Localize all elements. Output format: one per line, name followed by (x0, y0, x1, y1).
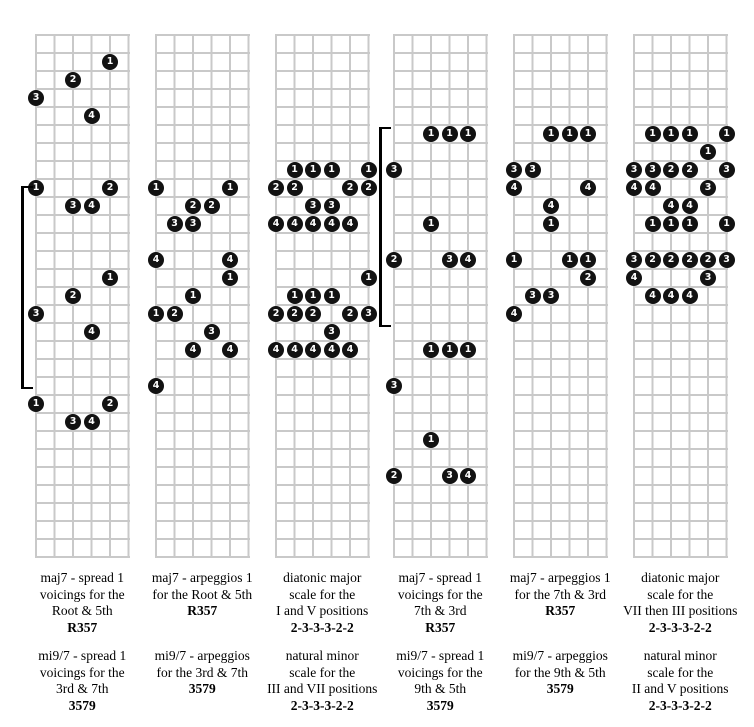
caption-line: diatonic major (283, 570, 362, 585)
finger-dot: 1 (580, 252, 596, 268)
finger-dot: 4 (626, 270, 642, 286)
caption-line: diatonic major (641, 570, 720, 585)
fretboard-grid-maj7-arpeggios-1-7th-3rd (510, 34, 608, 558)
finger-dot: 3 (626, 162, 642, 178)
finger-dot: 3 (386, 162, 402, 178)
finger-dot: 1 (700, 144, 716, 160)
finger-dot: 3 (65, 414, 81, 430)
caption-line: 7th & 3rd (414, 603, 467, 618)
finger-dot: 4 (580, 180, 596, 196)
caption-formula: R357 (67, 619, 98, 635)
finger-dot: 4 (682, 198, 698, 214)
finger-dot: 1 (460, 342, 476, 358)
finger-dot: 4 (342, 216, 358, 232)
caption-line: maj7 - arpeggios 1 (509, 570, 611, 585)
finger-dot: 2 (102, 180, 118, 196)
finger-dot: 2 (287, 306, 303, 322)
finger-dot: 2 (65, 288, 81, 304)
finger-dot: 4 (148, 252, 164, 268)
finger-dot: 1 (102, 270, 118, 286)
finger-dot: 3 (65, 198, 81, 214)
caption-formula: 3579 (426, 697, 454, 713)
caption-line: maj7 - spread 1 (398, 570, 483, 585)
caption-line: voicings for the (39, 664, 125, 680)
caption-line: for the 9th & 5th (514, 664, 606, 680)
caption-line: II and V positions (631, 681, 729, 696)
caption-line: 3rd & 7th (56, 681, 109, 696)
finger-dot: 1 (305, 162, 321, 178)
finger-dot: 4 (222, 252, 238, 268)
caption-line: Root & 5th (51, 603, 113, 618)
caption-row1-6 (605, 570, 754, 636)
caption-line: maj7 - spread 1 (40, 570, 125, 585)
finger-dot: 1 (222, 270, 238, 286)
finger-dot: 4 (543, 198, 559, 214)
finger-dot: 1 (222, 180, 238, 196)
finger-dot: 2 (663, 162, 679, 178)
finger-dot: 1 (102, 54, 118, 70)
caption-line: mi9/7 - arpeggios (154, 648, 250, 663)
caption-formula: 2-3-3-3-2-2 (290, 697, 354, 713)
finger-dot: 4 (324, 216, 340, 232)
finger-dot: 2 (682, 252, 698, 268)
fretboard-grid-maj7-spread-1-voicings-7th-3rd (390, 34, 488, 558)
finger-dot: 4 (148, 378, 164, 394)
finger-dot: 2 (167, 306, 183, 322)
finger-dot: 1 (148, 306, 164, 322)
finger-dot: 3 (626, 252, 642, 268)
finger-dot: 4 (663, 198, 679, 214)
finger-dot: 1 (28, 180, 44, 196)
finger-dot: 4 (84, 198, 100, 214)
finger-dot: 4 (324, 342, 340, 358)
finger-dot: 2 (342, 306, 358, 322)
finger-dot: 3 (525, 288, 541, 304)
finger-dot: 4 (305, 342, 321, 358)
finger-dot: 1 (719, 216, 735, 232)
caption-line: 9th & 5th (414, 681, 467, 696)
caption-line: natural minor (643, 648, 717, 663)
finger-dot: 1 (442, 342, 458, 358)
finger-dot: 3 (700, 270, 716, 286)
finger-dot: 3 (28, 90, 44, 106)
finger-dot: 4 (222, 342, 238, 358)
finger-dot: 4 (460, 252, 476, 268)
finger-dot: 1 (361, 162, 377, 178)
finger-dot: 4 (682, 288, 698, 304)
caption-line: VII then III positions (623, 603, 738, 618)
finger-dot: 3 (719, 252, 735, 268)
caption-formula: R357 (425, 619, 456, 635)
finger-dot: 4 (460, 468, 476, 484)
finger-dot: 2 (102, 396, 118, 412)
finger-dot: 4 (84, 324, 100, 340)
finger-dot: 4 (84, 414, 100, 430)
finger-dot: 1 (562, 126, 578, 142)
caption-line: for the 3rd & 7th (156, 664, 248, 680)
caption-line: voicings for the (397, 586, 483, 602)
caption-line: voicings for the (397, 664, 483, 680)
caption-formula: R357 (187, 603, 218, 618)
finger-dot: 2 (386, 252, 402, 268)
finger-dot: 1 (580, 126, 596, 142)
caption-formula: 3579 (68, 697, 96, 713)
fretboard-grid-diatonic-major-scale-VII-then-III-positions (630, 34, 730, 558)
finger-dot: 4 (84, 108, 100, 124)
finger-dot: 3 (700, 180, 716, 196)
caption-line: scale for the (289, 586, 356, 602)
finger-dot: 4 (663, 288, 679, 304)
finger-dot: 1 (423, 342, 439, 358)
finger-dot: 4 (185, 342, 201, 358)
caption-line: scale for the (289, 664, 356, 680)
finger-dot: 1 (543, 126, 559, 142)
finger-dot: 2 (386, 468, 402, 484)
finger-dot: 3 (324, 198, 340, 214)
finger-dot: 3 (167, 216, 183, 232)
caption-line: scale for the (647, 586, 714, 602)
caption-formula: 2-3-3-3-2-2 (648, 697, 712, 713)
finger-dot: 4 (342, 342, 358, 358)
finger-dot: 1 (423, 126, 439, 142)
finger-dot: 4 (645, 288, 661, 304)
caption-formula: R357 (545, 603, 576, 618)
finger-dot: 2 (185, 198, 201, 214)
finger-dot: 1 (719, 126, 735, 142)
caption-row2-6 (605, 648, 754, 714)
finger-dot: 1 (442, 126, 458, 142)
finger-dot: 1 (361, 270, 377, 286)
position-bracket (21, 186, 33, 389)
caption-formula: 2-3-3-3-2-2 (290, 619, 354, 635)
finger-dot: 4 (268, 342, 284, 358)
finger-dot: 2 (65, 72, 81, 88)
finger-dot: 1 (682, 126, 698, 142)
caption-line: mi9/7 - spread 1 (38, 648, 127, 663)
caption-line: scale for the (647, 664, 714, 680)
finger-dot: 1 (185, 288, 201, 304)
finger-dot: 1 (663, 126, 679, 142)
finger-dot: 4 (506, 180, 522, 196)
finger-dot: 2 (305, 306, 321, 322)
fretboard-grid-diatonic-major-scale-I-V-positions (272, 34, 372, 558)
finger-dot: 1 (562, 252, 578, 268)
finger-dot: 3 (543, 288, 559, 304)
finger-dot: 2 (268, 180, 284, 196)
finger-dot: 1 (324, 288, 340, 304)
fretboard-grid-maj7-arpeggios-1-root-5th (152, 34, 250, 558)
caption-line: natural minor (285, 648, 359, 663)
finger-dot: 1 (460, 126, 476, 142)
finger-dot: 4 (268, 216, 284, 232)
finger-dot: 3 (525, 162, 541, 178)
finger-dot: 3 (361, 306, 377, 322)
caption-line: for the 7th & 3rd (514, 586, 606, 602)
finger-dot: 1 (28, 396, 44, 412)
finger-dot: 3 (185, 216, 201, 232)
finger-dot: 3 (324, 324, 340, 340)
finger-dot: 3 (204, 324, 220, 340)
finger-dot: 2 (663, 252, 679, 268)
finger-dot: 2 (204, 198, 220, 214)
finger-dot: 4 (645, 180, 661, 196)
finger-dot: 4 (626, 180, 642, 196)
finger-dot: 3 (645, 162, 661, 178)
finger-dot: 3 (442, 252, 458, 268)
finger-dot: 2 (682, 162, 698, 178)
finger-dot: 4 (305, 216, 321, 232)
finger-dot: 2 (580, 270, 596, 286)
finger-dot: 1 (645, 126, 661, 142)
finger-dot: 2 (342, 180, 358, 196)
finger-dot: 1 (543, 216, 559, 232)
finger-dot: 1 (287, 288, 303, 304)
finger-dot: 4 (287, 216, 303, 232)
finger-dot: 4 (287, 342, 303, 358)
finger-dot: 1 (148, 180, 164, 196)
position-bracket (379, 127, 391, 327)
finger-dot: 1 (506, 252, 522, 268)
finger-dot: 1 (423, 216, 439, 232)
caption-line: III and VII positions (267, 681, 378, 696)
finger-dot: 3 (506, 162, 522, 178)
finger-dot: 1 (423, 432, 439, 448)
finger-dot: 3 (305, 198, 321, 214)
fretboard-grid-maj7-spread-1-voicings-root-5th (32, 34, 130, 558)
finger-dot: 1 (305, 288, 321, 304)
finger-dot: 1 (287, 162, 303, 178)
finger-dot: 1 (645, 216, 661, 232)
finger-dot: 3 (28, 306, 44, 322)
caption-line: mi9/7 - arpeggios (512, 648, 608, 663)
finger-dot: 1 (663, 216, 679, 232)
finger-dot: 3 (442, 468, 458, 484)
finger-dot: 3 (386, 378, 402, 394)
finger-dot: 2 (287, 180, 303, 196)
finger-dot: 2 (645, 252, 661, 268)
caption-line: I and V positions (276, 603, 369, 618)
caption-line: mi9/7 - spread 1 (396, 648, 485, 663)
finger-dot: 1 (324, 162, 340, 178)
finger-dot: 2 (361, 180, 377, 196)
finger-dot: 4 (506, 306, 522, 322)
caption-formula: 3579 (546, 681, 574, 696)
finger-dot: 1 (682, 216, 698, 232)
caption-line: voicings for the (39, 586, 125, 602)
caption-formula: 2-3-3-3-2-2 (648, 619, 712, 635)
finger-dot: 2 (268, 306, 284, 322)
caption-formula: 3579 (188, 681, 216, 696)
caption-line: for the Root & 5th (152, 586, 253, 602)
finger-dot: 3 (719, 162, 735, 178)
finger-dot: 2 (700, 252, 716, 268)
caption-line: maj7 - arpeggios 1 (151, 570, 253, 585)
